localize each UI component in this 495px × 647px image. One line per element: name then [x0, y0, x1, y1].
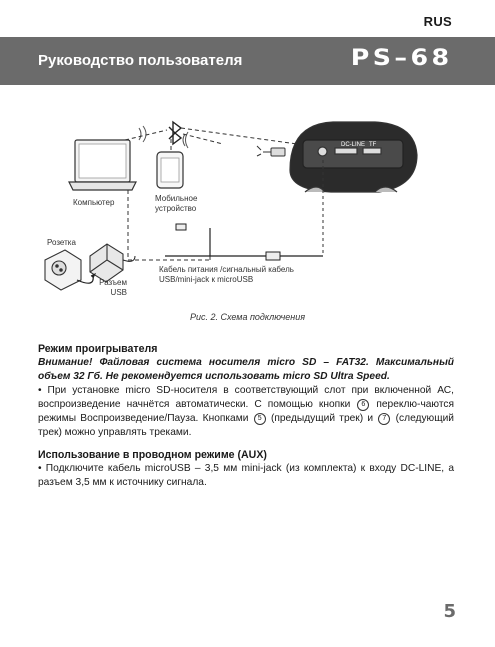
button-7-icon: 7 [378, 413, 390, 425]
model-name: PS–68 [351, 46, 453, 71]
mini-jack-connector-icon [176, 224, 280, 260]
page-title: Руководство пользователя [38, 52, 243, 69]
mobile-device-label: Мобильное устройство [155, 194, 198, 213]
player-text-a: • При установке micro SD-носителя в соответствующий слот при включенной АС, воспроизведение начнётся автоматически. С помощью кнопки [38, 385, 454, 410]
connection-diagram [35, 110, 465, 310]
cable-label: Кабель питания /сигнальный кабель USB/mini-jack к microUSB [159, 265, 294, 284]
computer-label: Компьютер [73, 198, 115, 207]
player-mode-heading: Режим проигрывателя [38, 343, 158, 355]
cable-plug-icon [257, 146, 285, 156]
speaker-icon [290, 122, 417, 192]
button-6-icon: 6 [357, 399, 369, 411]
button-5-icon: 5 [254, 413, 266, 425]
player-warning: Внимание! Файловая система носителя micro SD – FAT32. Максимальный объем 32 Гб. Не рекомендуется использовать micro SD Ultra Speed. [38, 357, 454, 382]
language-label: RUS [423, 14, 452, 29]
laptop-icon [69, 140, 136, 190]
player-text-c: (предыдущий трек) и [270, 413, 374, 424]
aux-mode-heading: Использование в проводном режиме (AUX) [38, 449, 267, 461]
header-bar [0, 37, 495, 85]
aux-instructions: • Подключите кабель microUSB – 3,5 мм mini-jack (из комплекта) к входу DC-LINE, а разъем 3,5 мм к источнику сигнала. [38, 463, 454, 488]
player-text-d: (следующий трек) можно управлять треками. [38, 413, 454, 438]
page-number: 5 [443, 601, 456, 622]
usb-port-label: Разъем USB [99, 278, 127, 297]
signal-icon [139, 126, 146, 142]
dc-line-label: DC-LINE [341, 142, 366, 148]
mobile-device-icon [157, 152, 183, 188]
tf-label: TF [369, 142, 377, 148]
outlet-label: Розетка [47, 238, 76, 247]
main-content [38, 342, 454, 490]
power-adapter-icon [90, 244, 123, 282]
player-text-b: переклю-чаются режимы Воспроизведение/Пауза. Кнопками [38, 399, 454, 424]
power-outlet-icon [45, 250, 81, 290]
figure-caption: Рис. 2. Схема подключения [189, 312, 306, 322]
player-instructions [38, 384, 454, 440]
